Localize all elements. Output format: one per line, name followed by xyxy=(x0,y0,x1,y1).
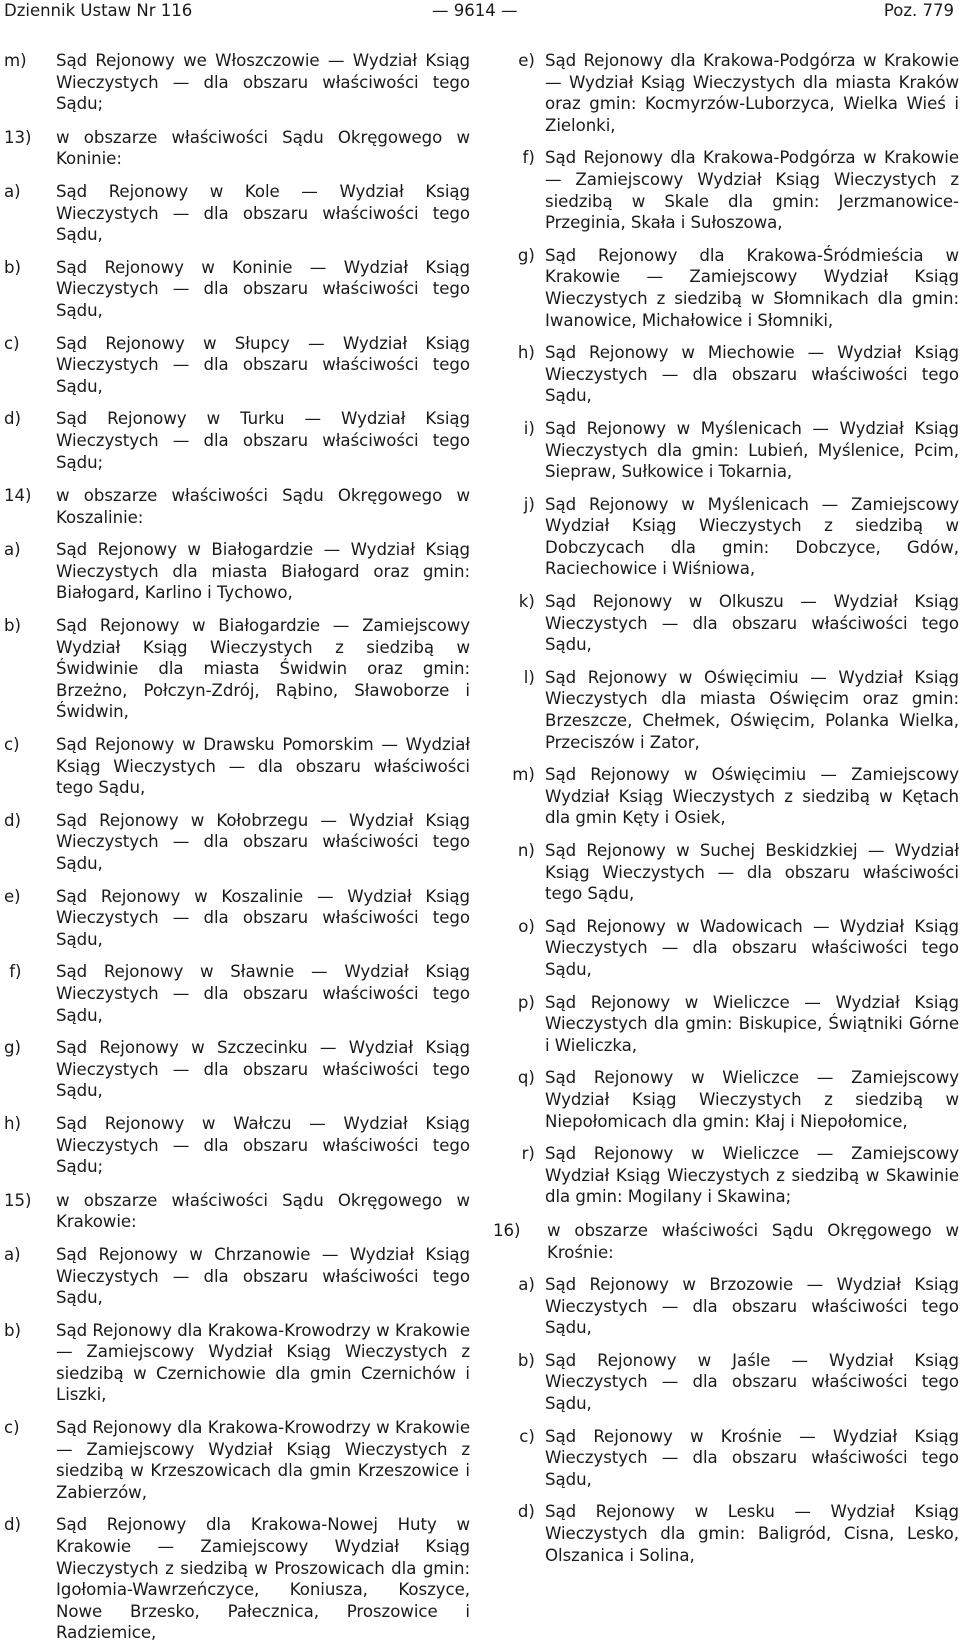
item-text: Sąd Rejonowy w Myślenicach — Wydział Ksiąg Wieczystych dla gmin: Lubień, Myślenice, Pcim, Siepraw, Sułkowice i Tokarnia, xyxy=(545,418,959,482)
item-label: l) xyxy=(523,667,540,687)
court-list-item xyxy=(493,1274,959,1339)
item-text: w obszarze właściwości Sądu Okręgowego w Koninie: xyxy=(56,127,470,169)
item-label: j) xyxy=(523,494,540,514)
item-label: d) xyxy=(4,810,27,830)
item-label: a) xyxy=(518,1275,540,1295)
item-label: g) xyxy=(517,245,540,265)
court-list-item xyxy=(493,342,959,407)
item-label: e) xyxy=(4,886,26,906)
item-text: Sąd Rejonowy dla Krakowa-Nowej Huty w Krakowie — Zamiejscowy Wydział Ksiąg Wieczystych z siedzibą w Proszowicach dla gmin: Igołomia-Wawrzeńczyce, Koniusza, Koszyce, Nowe Brzesko, Pałecznica, Proszowice i Radziemice, xyxy=(56,1515,470,1643)
item-text: Sąd Rejonowy w Sławnie — Wydział Ksiąg Wieczystych — dla obszaru właściwości tego Sądu, xyxy=(56,962,470,1025)
item-label: 15) xyxy=(4,1190,37,1210)
court-list-item xyxy=(493,591,959,656)
court-list-item xyxy=(493,1426,959,1491)
item-text: w obszarze właściwości Sądu Okręgowego w Krakowie: xyxy=(56,1190,470,1232)
item-text: Sąd Rejonowy w Drawsku Pomorskim — Wydział Ksiąg Wieczystych — dla obszaru właściwości tego Sądu, xyxy=(56,735,470,798)
item-text: Sąd Rejonowy w Wieliczce — Zamiejscowy Wydział Ksiąg Wieczystych z siedzibą w Niepołomicach dla gmin: Kłaj i Niepołomice, xyxy=(545,1068,959,1131)
item-text: Sąd Rejonowy w Olkuszu — Wydział Ksiąg Wieczystych — dla obszaru właściwości tego Sądu, xyxy=(545,592,959,655)
court-list-item xyxy=(4,615,470,723)
court-list-item xyxy=(493,1501,959,1566)
item-label: f) xyxy=(522,148,540,168)
court-list-item xyxy=(4,408,470,473)
item-text: Sąd Rejonowy w Miechowie — Wydział Ksiąg Wieczystych — dla obszaru właściwości tego Sądu, xyxy=(545,343,959,406)
item-label: a) xyxy=(4,1244,26,1264)
item-label: 13) xyxy=(4,127,37,147)
court-list-item xyxy=(493,916,959,981)
section-item xyxy=(493,1220,959,1263)
court-list-item xyxy=(4,50,470,115)
court-list-item xyxy=(4,1037,470,1102)
court-list-item xyxy=(493,245,959,331)
court-list-item xyxy=(4,181,470,246)
item-text: Sąd Rejonowy w Chrzanowie — Wydział Ksiąg Wieczystych — dla obszaru właściwości tego Sądu, xyxy=(56,1244,470,1308)
item-text: Sąd Rejonowy dla Krakowa-Krowodrzy w Krakowie — Zamiejscowy Wydział Ksiąg Wieczystych z siedzibą w Czernichowie dla gmin Czernichów i Liszki, xyxy=(56,1320,470,1405)
court-list-item xyxy=(4,1320,470,1406)
item-text: w obszarze właściwości Sądu Okręgowego w Krośnie: xyxy=(547,1220,959,1262)
section-item xyxy=(4,127,470,170)
item-label: c) xyxy=(4,735,25,755)
item-text: w obszarze właściwości Sądu Okręgowego w Koszalinie: xyxy=(56,486,470,527)
item-label: f) xyxy=(4,962,27,982)
court-list-item xyxy=(493,1350,959,1415)
position-number: Poz. 779 xyxy=(883,1,954,20)
court-list-item xyxy=(493,840,959,905)
court-list-item xyxy=(4,539,470,604)
court-list-item xyxy=(4,810,470,875)
item-label: b) xyxy=(4,1320,27,1340)
item-text: Sąd Rejonowy w Suchej Beskidzkiej — Wydział Ksiąg Wieczystych — dla obszaru właściwości tego Sądu, xyxy=(545,841,959,904)
item-label: c) xyxy=(4,1418,25,1438)
item-label: d) xyxy=(4,409,27,429)
page-number: — 9614 — xyxy=(432,1,518,20)
court-list-item xyxy=(4,1244,470,1309)
item-text: Sąd Rejonowy w Białogardzie — Zamiejscowy Wydział Ksiąg Wieczystych z siedzibą w Świdwinie dla miasta Świdwin oraz gmin: Brzeżno, Połczyn-Zdrój, Rąbino, Sławoborze i Świdwin, xyxy=(56,616,470,722)
item-label: 16) xyxy=(493,1220,526,1240)
court-list-item xyxy=(4,1417,470,1503)
item-text: Sąd Rejonowy w Wadowicach — Wydział Ksiąg Wieczystych — dla obszaru właściwości tego Sądu, xyxy=(545,916,959,979)
item-label: m) xyxy=(512,765,540,785)
court-list-item xyxy=(4,1113,470,1178)
item-text: Sąd Rejonowy w Białogardzie — Wydział Ksiąg Wieczystych dla miasta Białogard oraz gmin: Białogard, Karlino i Tychowo, xyxy=(56,540,470,603)
item-label: b) xyxy=(517,1350,540,1370)
item-label: b) xyxy=(4,257,27,277)
item-text: Sąd Rejonowy w Kole — Wydział Ksiąg Wieczystych — dla obszaru właściwości tego Sądu, xyxy=(56,181,470,245)
court-list-item xyxy=(4,961,470,1026)
court-list-item xyxy=(493,764,959,829)
item-text: Sąd Rejonowy dla Krakowa-Krowodrzy w Krakowie — Zamiejscowy Wydział Ksiąg Wieczystych z siedzibą w Krzeszowicach dla gmin Krzeszowice i Zabierzów, xyxy=(56,1418,470,1502)
item-text: Sąd Rejonowy w Jaśle — Wydział Ksiąg Wieczystych — dla obszaru właściwości tego Sądu, xyxy=(545,1350,959,1414)
court-list-item xyxy=(4,333,470,398)
item-text: Sąd Rejonowy w Kołobrzegu — Wydział Ksiąg Wieczystych — dla obszaru właściwości tego Sądu, xyxy=(56,810,470,873)
item-label: a) xyxy=(4,540,26,560)
item-label: e) xyxy=(518,51,540,70)
item-label: h) xyxy=(4,1113,27,1133)
item-text: Sąd Rejonowy we Włoszczowie — Wydział Ksiąg Wieczystych — dla obszaru właściwości tego Sądu; xyxy=(56,51,470,114)
court-list-item xyxy=(493,418,959,483)
item-text: Sąd Rejonowy w Wałczu — Wydział Ksiąg Wieczystych — dla obszaru właściwości tego Sądu; xyxy=(56,1113,470,1177)
item-label: r) xyxy=(521,1144,540,1164)
item-label: a) xyxy=(4,181,26,201)
journal-title: Dziennik Ustaw Nr 116 xyxy=(4,1,193,20)
court-list-item xyxy=(493,992,959,1057)
item-label: o) xyxy=(518,916,540,936)
item-text: Sąd Rejonowy w Myślenicach — Zamiejscowy Wydział Ksiąg Wieczystych z siedzibą w Dobczycach dla gmin: Dobczyce, Gdów, Raciechowice i Wiśniowa, xyxy=(545,494,959,579)
item-label: k) xyxy=(518,592,540,612)
item-label: d) xyxy=(4,1515,27,1535)
item-text: Sąd Rejonowy dla Krakowa-Śródmieścia w Krakowie — Zamiejscowy Wydział Ksiąg Wieczystych z siedzibą w Słomnikach dla gmin: Iwanowice, Michałowice i Słomniki, xyxy=(545,245,959,330)
court-list-item xyxy=(493,667,959,753)
item-text: Sąd Rejonowy w Turku — Wydział Ksiąg Wieczystych — dla obszaru właściwości tego Sądu; xyxy=(56,409,470,472)
item-label: c) xyxy=(4,333,25,353)
item-text: Sąd Rejonowy w Lesku — Wydział Ksiąg Wieczystych dla gmin: Baligród, Cisna, Lesko, Olszanica i Solina, xyxy=(545,1502,959,1565)
section-item xyxy=(4,1190,470,1233)
page-header xyxy=(0,0,960,24)
item-text: Sąd Rejonowy w Oświęcimiu — Wydział Ksiąg Wieczystych dla miasta Oświęcim oraz gmin: Brzeszcze, Chełmek, Oświęcim, Polanka Wielka, Przeciszów i Zator, xyxy=(545,667,959,752)
item-text: Sąd Rejonowy dla Krakowa-Podgórza w Krakowie — Wydział Ksiąg Wieczystych dla miasta Kraków oraz gmin: Kocmyrzów-Luborzyca, Wielka Wieś i Zielonki, xyxy=(545,51,959,135)
item-text: Sąd Rejonowy w Koninie — Wydział Ksiąg Wieczystych — dla obszaru właściwości tego Sądu, xyxy=(56,257,470,320)
court-list-item xyxy=(493,1067,959,1132)
item-text: Sąd Rejonowy w Koszalinie — Wydział Ksiąg Wieczystych — dla obszaru właściwości tego Sądu, xyxy=(56,886,470,949)
court-list-item xyxy=(4,1514,470,1644)
court-list-item xyxy=(493,1143,959,1208)
right-column xyxy=(493,50,959,1566)
item-text: Sąd Rejonowy w Szczecinku — Wydział Ksiąg Wieczystych — dla obszaru właściwości tego Sądu, xyxy=(56,1038,470,1101)
item-label: h) xyxy=(517,343,540,363)
item-label: n) xyxy=(517,841,540,860)
item-label: 14) xyxy=(4,486,37,506)
section-item xyxy=(4,485,470,528)
item-text: Sąd Rejonowy w Oświęcimiu — Zamiejscowy Wydział Ksiąg Wieczystych z siedzibą w Kętach dla gmin Kęty i Osiek, xyxy=(545,765,959,828)
item-label: m) xyxy=(4,51,32,70)
item-text: Sąd Rejonowy w Brzozowie — Wydział Ksiąg Wieczystych — dla obszaru właściwości tego Sądu, xyxy=(545,1275,959,1338)
left-column xyxy=(4,50,470,1644)
court-list-item xyxy=(493,50,959,136)
item-text: Sąd Rejonowy dla Krakowa-Podgórza w Krakowie — Zamiejscowy Wydział Ksiąg Wieczystych z siedzibą w Skale dla gmin: Jerzmanowice-Przeginia, Skała i Sułoszowa, xyxy=(545,148,959,233)
item-label: c) xyxy=(519,1426,540,1446)
item-label: d) xyxy=(517,1502,540,1522)
court-list-item xyxy=(4,257,470,322)
item-label: p) xyxy=(517,992,540,1012)
item-label: g) xyxy=(4,1038,27,1058)
item-text: Sąd Rejonowy w Słupcy — Wydział Ksiąg Wieczystych — dla obszaru właściwości tego Sądu, xyxy=(56,333,470,396)
item-label: i) xyxy=(523,418,540,438)
court-list-item xyxy=(493,494,959,580)
item-text: Sąd Rejonowy w Wieliczce — Wydział Ksiąg Wieczystych dla gmin: Biskupice, Świątniki Górne i Wieliczka, xyxy=(545,992,959,1055)
court-list-item xyxy=(4,734,470,799)
item-text: Sąd Rejonowy w Wieliczce — Zamiejscowy Wydział Ksiąg Wieczystych z siedzibą w Skawinie dla gmin: Mogilany i Skawina; xyxy=(545,1144,959,1207)
court-list-item xyxy=(4,886,470,951)
item-label: q) xyxy=(517,1068,540,1088)
item-label: b) xyxy=(4,616,27,636)
court-list-item xyxy=(493,147,959,233)
item-text: Sąd Rejonowy w Krośnie — Wydział Ksiąg Wieczystych — dla obszaru właściwości tego Sądu, xyxy=(545,1426,959,1489)
